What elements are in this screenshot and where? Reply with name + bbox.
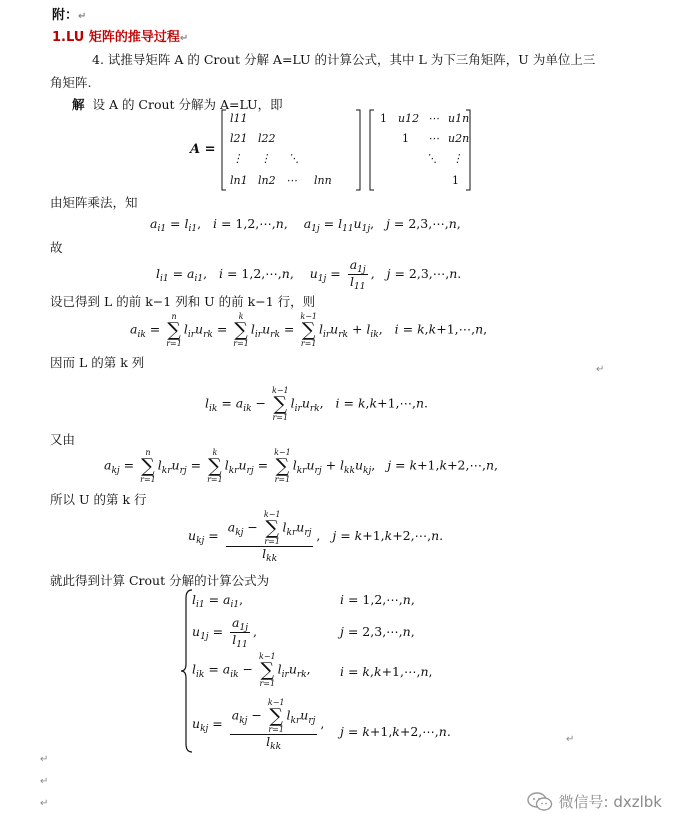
problem-line-2: 角矩阵. — [50, 75, 92, 90]
step-text-4: 因而 L 的第 k 列 — [50, 355, 145, 370]
system-cond-2: j = 2,3,⋯,n, — [340, 624, 415, 639]
step-text-7: 就此得到计算 Crout 分解的计算公式为 — [50, 573, 270, 588]
l-cell: ln2 — [258, 174, 276, 187]
matrix-lhs: A = — [190, 142, 216, 157]
formula-d: $l_{ik} = a_{ik}$ − k−1 ∑ r=1 $l_{ir}u_{rk}$, i = k,k+1,⋯,n. — [205, 386, 429, 422]
l-cell: l22 — [258, 132, 276, 145]
paragraph-mark: ↵ — [40, 754, 49, 765]
u-cell: ⋱ — [426, 152, 437, 165]
l-cell: lnn — [314, 174, 332, 187]
paragraph-mark: ↵ — [566, 734, 575, 745]
l-cell: ⋯ — [286, 174, 297, 187]
formula-a: $a_{i1} = l_{i1}$, i = 1,2,⋯,n, $a_{1j} = l_{11}u_{1j}$, j = 2,3,⋯,n, — [150, 216, 461, 234]
system-line-2: $u_{1j}$ = $\frac{a_{1j}}{l_{11}}$ , — [192, 615, 257, 650]
step-text-3: 设已得到 L 的前 k−1 列和 U 的前 k−1 行，则 — [50, 294, 316, 309]
formula-f: $u_{kj}$ = $a_{kj}$ − k−1 ∑ r=1 $l_{kr}u_{rj}$ $l_{kk}$ , j = k+1,k+2,⋯,n. — [188, 510, 444, 564]
system-cond-1: i = 1,2,⋯,n, — [340, 592, 415, 607]
l-cell: ⋱ — [288, 152, 299, 165]
u-cell: ⋮ — [452, 152, 463, 165]
paragraph-mark: ↵ — [40, 776, 49, 787]
u-cell: ⋯ — [428, 112, 439, 125]
section-title: 1.LU 矩阵的推导过程↵ — [52, 30, 189, 45]
system-line-1: $l_{i1} = a_{i1}$, — [192, 592, 244, 610]
paragraph-mark: ↵ — [40, 798, 49, 809]
watermark-text: 微信号: dxzlbk — [558, 793, 662, 811]
step-text-5: 又由 — [50, 432, 76, 447]
formula-e: $a_{kj}$ = n ∑ r=1 $l_{kr}u_{rj}$ = k ∑ r=1 $l_{kr}u_{rj}$ = k−1 ∑ r=1 $l_{kr}u_{rj} + l_{kk}u_{kj}$, j = k+1,k+2,⋯,n, — [104, 448, 498, 484]
l-cell: l11 — [230, 112, 248, 125]
u-cell: 1 — [402, 132, 409, 145]
matrix-equation — [190, 108, 470, 192]
formula-c: $a_{ik}$ = n ∑ r=1 $l_{ir}u_{rk}$ = k ∑ r=1 $l_{ir}u_{rk}$ = k−1 ∑ r=1 $l_{ir}u_{rk} + l_{ik}$, i = k,k+1,⋯,n, — [130, 312, 488, 348]
wechat-watermark — [527, 791, 662, 812]
u-cell: ⋯ — [428, 132, 439, 145]
solution-intro: 解 设 A 的 Crout 分解为 A=LU，即 — [72, 97, 283, 112]
l-cell: ln1 — [230, 174, 248, 187]
step-text-1: 由矩阵乘法，知 — [50, 195, 138, 210]
formula-b: $l_{i1} = a_{i1}$, i = 1,2,⋯,n, $u_{1j}$ = $\frac{a_{1j}}{l_{11}}$ , j = 2,3,⋯,n. — [156, 257, 462, 292]
crout-formula-system — [180, 588, 520, 754]
u-cell: 1 — [452, 174, 459, 187]
u-cell: u1n — [448, 112, 470, 125]
u-cell: 1 — [380, 112, 387, 125]
system-cond-3: i = k,k+1,⋯,n, — [340, 664, 433, 679]
l-cell: ⋮ — [260, 152, 271, 165]
step-text-2: 故 — [50, 240, 63, 255]
step-text-6: 所以 U 的第 k 行 — [50, 492, 147, 507]
system-line-4: $u_{kj}$ = $a_{kj}$ − k−1 ∑ r=1 $l_{kr}u_{rj}$ $l_{kk}$ , — [192, 698, 325, 752]
u-cell: u12 — [398, 112, 420, 125]
attachment-label: 附：↵ — [52, 8, 87, 23]
l-cell: ⋮ — [232, 152, 243, 165]
u-cell: u2n — [448, 132, 470, 145]
wechat-icon — [527, 792, 553, 812]
system-line-3: $l_{ik} = a_{ik}$ − k−1 ∑ r=1 $l_{ir}u_{rk}$, — [192, 652, 311, 688]
system-cond-4: j = k+1,k+2,⋯,n. — [340, 724, 451, 739]
paragraph-mark: ↵ — [596, 364, 605, 375]
problem-line-1: 4. 试推导矩阵 A 的 Crout 分解 A=LU 的计算公式，其中 L 为下三角矩阵，U 为单位上三 — [92, 52, 596, 67]
l-cell: l21 — [230, 132, 248, 145]
